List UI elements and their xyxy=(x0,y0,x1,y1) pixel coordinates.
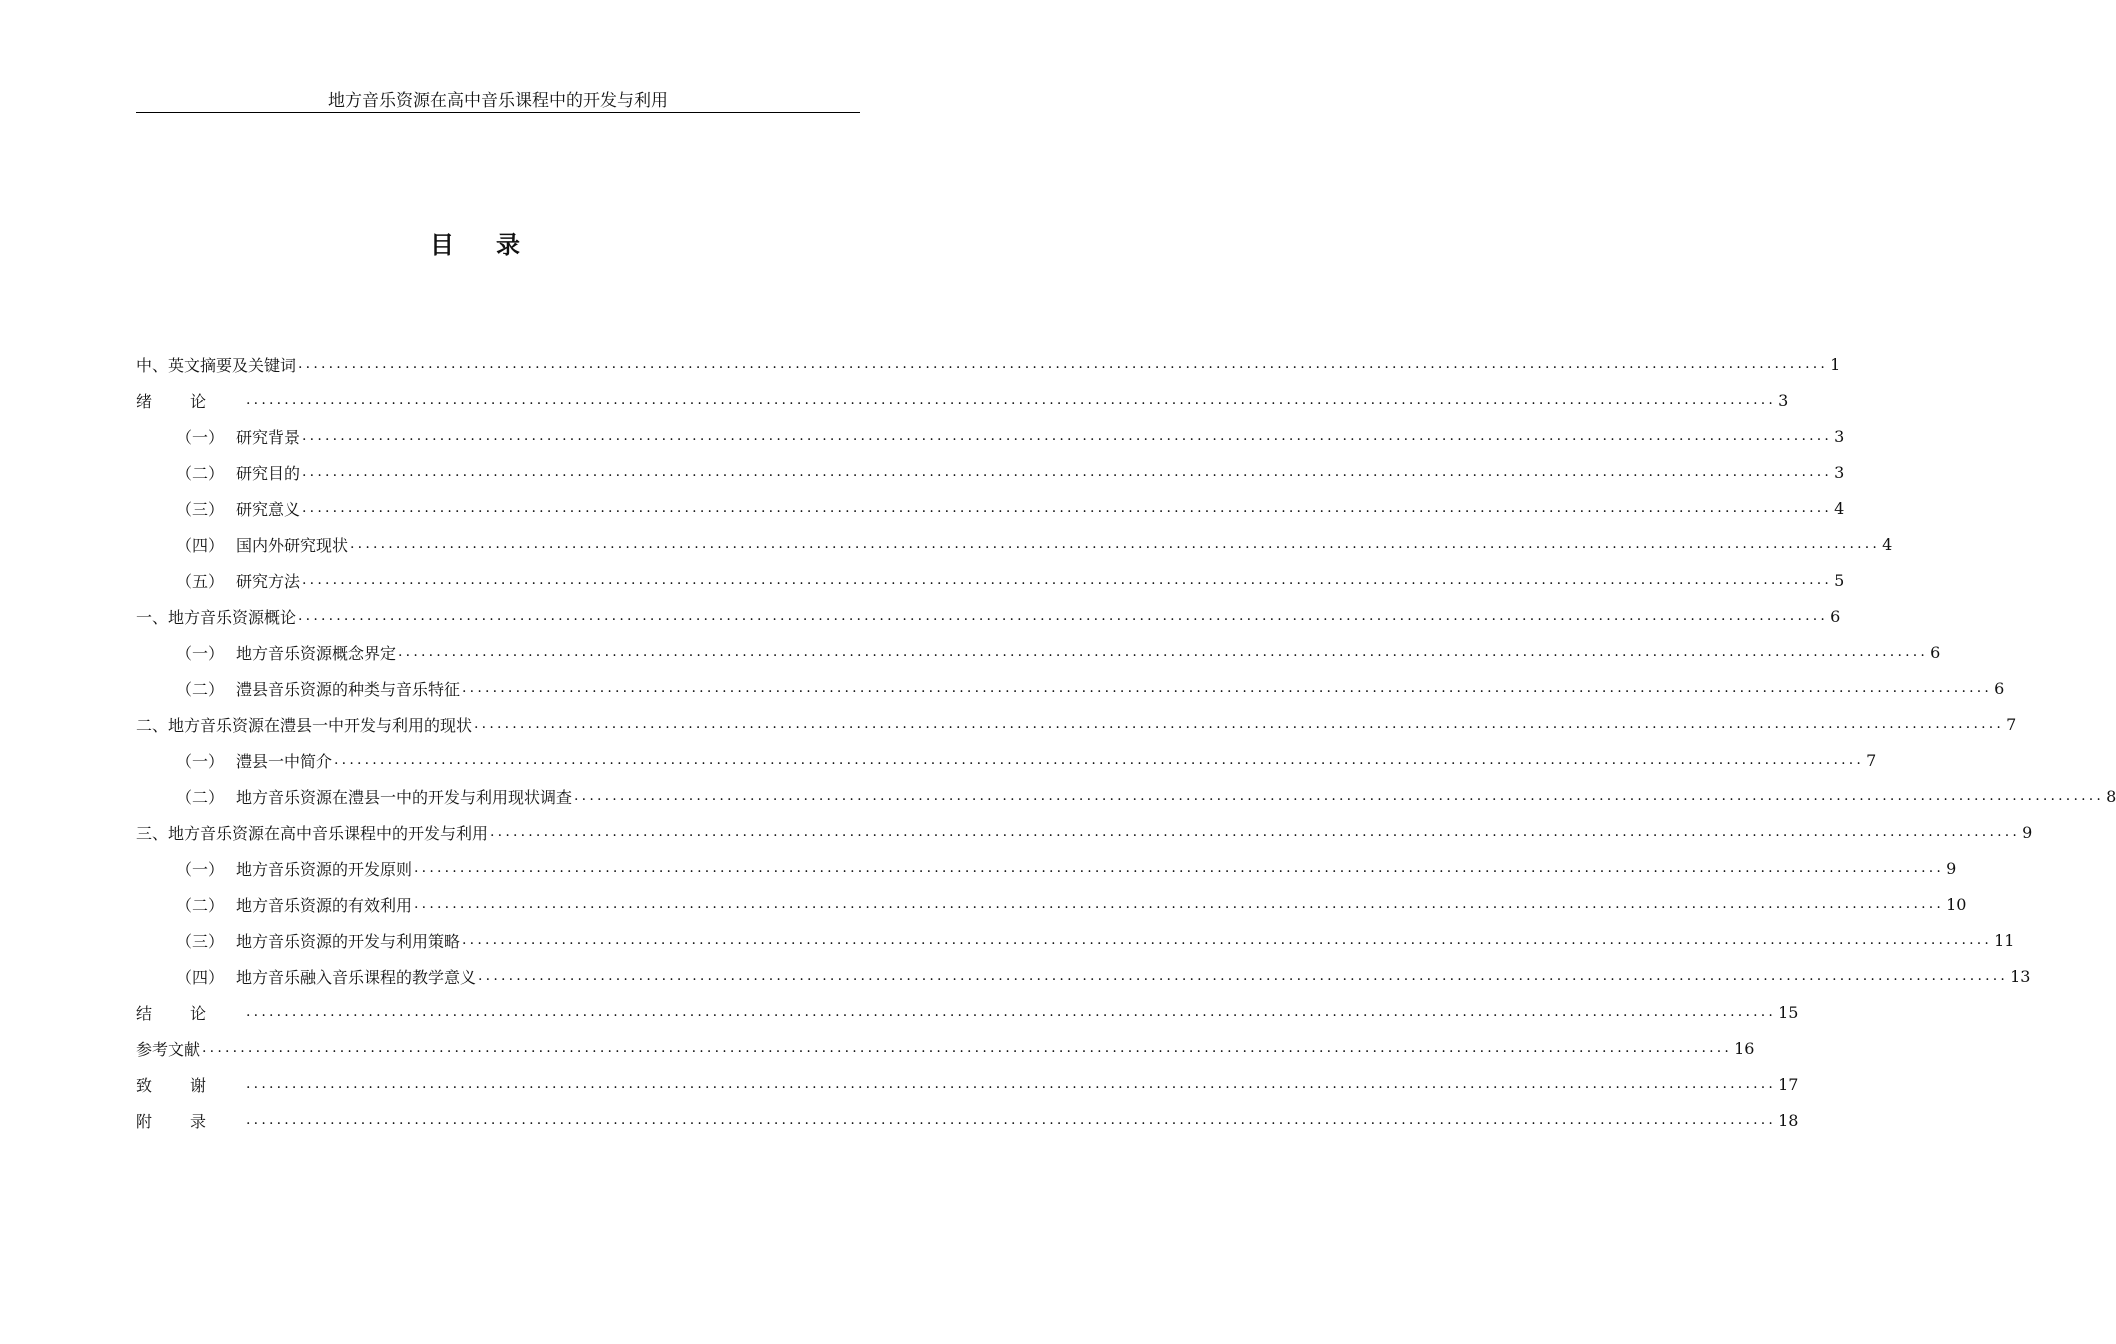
toc-page-number: 6 xyxy=(1930,642,1941,662)
toc-dot-leader: ........................................................................................................................................................................................................ xyxy=(398,644,1929,660)
toc-heading-right: 录 xyxy=(496,230,520,259)
toc-entry-text: 研究意义 xyxy=(236,499,301,519)
toc-entry[interactable] xyxy=(136,706,2017,742)
toc-entry[interactable] xyxy=(136,958,2031,994)
toc-page-number: 11 xyxy=(1994,930,2015,950)
toc-heading xyxy=(0,230,950,260)
toc-entry-label xyxy=(136,713,472,736)
toc-entry[interactable] xyxy=(136,814,2033,850)
toc-entry-number: （三） xyxy=(176,931,225,951)
toc-page-number: 4 xyxy=(1834,498,1845,518)
toc-entry-text: 研究目的 xyxy=(236,463,301,483)
toc-entry-number: （四） xyxy=(176,967,225,987)
toc-entry-label xyxy=(176,857,412,880)
toc-entry[interactable] xyxy=(136,346,1841,382)
toc-page-number: 6 xyxy=(1830,606,1841,626)
toc-entry[interactable] xyxy=(136,778,2116,814)
toc-page-number: 9 xyxy=(1946,858,1957,878)
toc-dot-leader: ........................................................................................................................................................................................................ xyxy=(334,752,1865,768)
toc-page-number: 10 xyxy=(1946,894,1967,914)
toc-entry-text: 绪论 xyxy=(136,391,245,411)
toc-entry-number: （二） xyxy=(176,463,225,483)
toc-entry-text: 二、地方音乐资源在澧县一中开发与利用的现状 xyxy=(136,715,473,735)
toc-dot-leader: ........................................................................................................................................................................................................ xyxy=(474,716,2005,732)
toc-entry[interactable] xyxy=(136,382,1789,418)
toc-entry[interactable] xyxy=(136,490,1845,526)
toc-page-number: 1 xyxy=(1830,354,1841,374)
toc-dot-leader: ........................................................................................................................................................................................................ xyxy=(302,500,1833,516)
toc-dot-leader: ........................................................................................................................................................................................................ xyxy=(302,428,1833,444)
toc-entry[interactable] xyxy=(136,1102,1799,1138)
toc-page-number: 13 xyxy=(2010,966,2031,986)
toc-entry[interactable] xyxy=(136,922,2015,958)
running-header-title: 地方音乐资源在高中音乐课程中的开发与利用 xyxy=(328,91,668,111)
toc-entry-text: 地方音乐融入音乐课程的教学意义 xyxy=(236,967,477,987)
toc-entry[interactable] xyxy=(136,418,1845,454)
toc-entry-text: 地方音乐资源的有效利用 xyxy=(236,895,413,915)
toc-entry-number: （五） xyxy=(176,571,225,591)
toc-dot-leader: ........................................................................................................................................................................................................ xyxy=(302,572,1833,588)
toc-entry-text: 澧县一中简介 xyxy=(236,751,333,771)
toc-entry-text: 致谢 xyxy=(136,1075,245,1095)
toc-entry-label xyxy=(176,749,332,772)
toc-dot-leader: ........................................................................................................................................................................................................ xyxy=(202,1040,1733,1056)
toc-entry-number: （三） xyxy=(176,499,225,519)
toc-entry-label xyxy=(136,821,488,844)
toc-entry-text: 国内外研究现状 xyxy=(236,535,349,555)
toc-entry-label xyxy=(176,461,300,484)
toc-dot-leader: ........................................................................................................................................................................................................ xyxy=(302,464,1833,480)
toc-entry-label xyxy=(176,425,300,448)
toc-dot-leader: ........................................................................................................................................................................................................ xyxy=(462,680,1993,696)
toc-dot-leader: ........................................................................................................................................................................................................ xyxy=(462,932,1993,948)
toc-page-number: 15 xyxy=(1778,1002,1799,1022)
toc-page-number: 16 xyxy=(1734,1038,1755,1058)
header-rule xyxy=(136,112,860,113)
toc-dot-leader: ........................................................................................................................................................................................................ xyxy=(298,608,1829,624)
toc-entry-text: 中、英文摘要及关键词 xyxy=(136,355,297,375)
toc-entry-number: （二） xyxy=(176,679,225,699)
table-of-contents xyxy=(136,346,2116,1138)
toc-dot-leader: ........................................................................................................................................................................................................ xyxy=(478,968,2009,984)
toc-entry-text: 结论 xyxy=(136,1003,245,1023)
toc-page-number: 5 xyxy=(1834,570,1845,590)
toc-entry-number: （一） xyxy=(176,859,225,879)
toc-dot-leader: ........................................................................................................................................................................................................ xyxy=(490,824,2021,840)
toc-dot-leader: ........................................................................................................................................................................................................ xyxy=(246,1076,1777,1092)
toc-entry[interactable] xyxy=(136,526,1893,562)
toc-entry-label xyxy=(176,569,300,592)
toc-entry[interactable] xyxy=(136,994,1799,1030)
toc-entry-text: 地方音乐资源概念界定 xyxy=(236,643,397,663)
toc-page-number: 3 xyxy=(1778,390,1789,410)
toc-entry-label xyxy=(176,893,412,916)
toc-entry-label xyxy=(176,965,476,988)
toc-entry-label xyxy=(136,389,244,412)
toc-entry-text: 一、地方音乐资源概论 xyxy=(136,607,297,627)
toc-entry-label xyxy=(176,677,460,700)
toc-entry[interactable] xyxy=(136,562,1845,598)
toc-entry-label xyxy=(136,1037,200,1060)
toc-entry-number: （二） xyxy=(176,787,225,807)
toc-entry-number: （二） xyxy=(176,895,225,915)
toc-entry-text: 澧县音乐资源的种类与音乐特征 xyxy=(236,679,461,699)
toc-entry[interactable] xyxy=(136,1066,1799,1102)
toc-entry-label xyxy=(136,1073,244,1096)
toc-dot-leader: ........................................................................................................................................................................................................ xyxy=(574,788,2105,804)
toc-entry-text: 研究方法 xyxy=(236,571,301,591)
toc-dot-leader: ........................................................................................................................................................................................................ xyxy=(350,536,1881,552)
toc-page-number: 18 xyxy=(1778,1110,1799,1130)
toc-entry-label xyxy=(136,1109,244,1132)
toc-entry-number: （一） xyxy=(176,643,225,663)
toc-entry-text: 研究背景 xyxy=(236,427,301,447)
toc-entry[interactable] xyxy=(136,634,1941,670)
toc-page-number: 17 xyxy=(1778,1074,1799,1094)
toc-dot-leader: ........................................................................................................................................................................................................ xyxy=(246,1112,1777,1128)
toc-dot-leader: ........................................................................................................................................................................................................ xyxy=(298,356,1829,372)
toc-entry-number: （一） xyxy=(176,751,225,771)
toc-dot-leader: ........................................................................................................................................................................................................ xyxy=(414,896,1945,912)
toc-entry-label xyxy=(176,641,396,664)
toc-page-number: 8 xyxy=(2106,786,2116,806)
toc-entry-label xyxy=(136,353,296,376)
toc-entry-label xyxy=(136,605,296,628)
toc-heading-left: 目 xyxy=(430,230,454,259)
toc-dot-leader: ........................................................................................................................................................................................................ xyxy=(414,860,1945,876)
toc-entry-text: 地方音乐资源的开发与利用策略 xyxy=(236,931,461,951)
toc-entry-number: （四） xyxy=(176,535,225,555)
toc-page-number: 9 xyxy=(2022,822,2033,842)
toc-entry-label xyxy=(176,929,460,952)
toc-entry-text: 附录 xyxy=(136,1111,245,1131)
toc-dot-leader: ........................................................................................................................................................................................................ xyxy=(246,392,1777,408)
toc-entry-text: 地方音乐资源在澧县一中的开发与利用现状调查 xyxy=(236,787,573,807)
toc-entry-text: 参考文献 xyxy=(136,1039,201,1059)
toc-page-number: 6 xyxy=(1994,678,2005,698)
toc-entry[interactable] xyxy=(136,670,2005,706)
toc-dot-leader: ........................................................................................................................................................................................................ xyxy=(246,1004,1777,1020)
toc-entry-text: 地方音乐资源的开发原则 xyxy=(236,859,413,879)
toc-entry-label xyxy=(176,497,300,520)
toc-entry-label xyxy=(136,1001,244,1024)
toc-entry[interactable] xyxy=(136,850,1957,886)
toc-page-number: 7 xyxy=(2006,714,2017,734)
toc-entry-label xyxy=(176,533,348,556)
toc-entry[interactable] xyxy=(136,886,1967,922)
toc-page-number: 4 xyxy=(1882,534,1893,554)
toc-page-number: 7 xyxy=(1866,750,1877,770)
toc-entry[interactable] xyxy=(136,1030,1755,1066)
toc-entry[interactable] xyxy=(136,454,1845,490)
toc-entry-text: 三、地方音乐资源在高中音乐课程中的开发与利用 xyxy=(136,823,489,843)
toc-entry-label xyxy=(176,785,572,808)
toc-page-number: 3 xyxy=(1834,426,1845,446)
toc-page-number: 3 xyxy=(1834,462,1845,482)
toc-entry[interactable] xyxy=(136,742,1877,778)
toc-entry-number: （一） xyxy=(176,427,225,447)
toc-entry[interactable] xyxy=(136,598,1841,634)
